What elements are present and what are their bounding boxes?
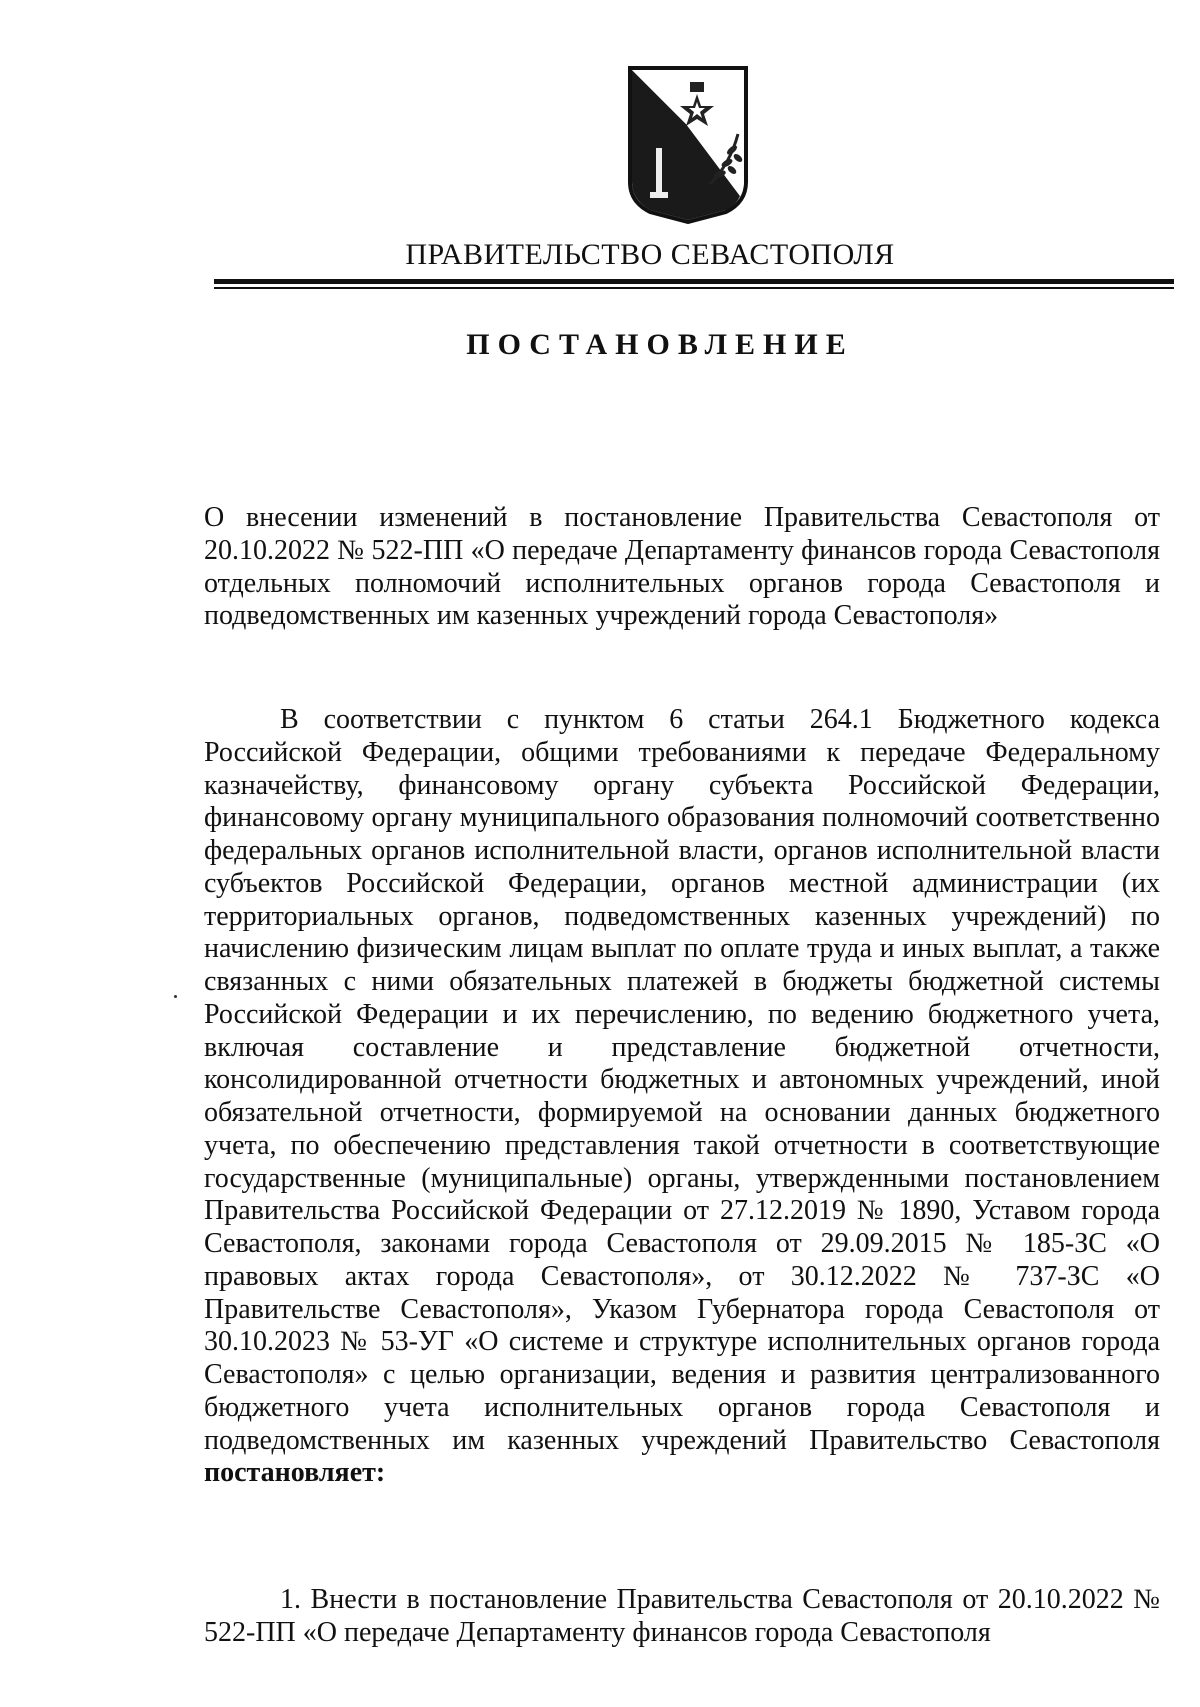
header-rule-thick: [214, 279, 1174, 284]
preamble-paragraph: [204, 704, 1160, 1490]
resolves-keyword: постановляет:: [204, 1457, 386, 1489]
document-type-title: ПОСТАНОВЛЕНИЕ: [466, 328, 854, 361]
organization-name: ПРАВИТЕЛЬСТВО СЕВАСТОПОЛЯ: [405, 238, 895, 271]
sevastopol-coat-of-arms-icon: [626, 64, 750, 224]
preamble-text: В соответствии с пунктом 6 статьи 264.1 Бюджетного кодекса Российской Федерации, общими требованиями к передаче Федеральному казначейству, финансовому органу субъекта Российской Федерации, финансовому органу муниципального образования полномочий соответственно федеральных органов исполнительной власти, органов исполнительной власти субъектов Российской Федерации, органов местной администрации (их территориальных органов, подведомственных казенных учреждений) по начислению физическим лицам выплат по оплате труда и иных выплат, а также связанных с ними обязательных платежей в бюджеты бюджетной системы Российской Федерации и их перечислению, по ведению бюджетного учета, включая составление и представление бюджетной отчетности, консолидированной отчетности бюджетных и автономных учреждений, иной обязательной отчетности, формируемой на основании данных бюджетного учета, по обеспечению представления такой отчетности в соответствующие государственные (муниципальные) органы, утвержденными постановлением Правительства Российской Федерации от 27.12.2019 № 1890, Уставом города Севастополя, законами города Севастополя от 29.09.2015 № 185-ЗС «О правовых актах города Севастополя», от 30.12.2022 № 737-ЗС «О Правительстве Севастополя», Указом Губернатора города Севастополя от 30.10.2023 № 53-УГ «О системе и структуре исполнительных органов города Севастополя» с целью организации, ведения и развития централизованного бюджетного учета исполнительных органов города Севастополя и подведомственных им казенных учреждений Правительство Севастополя: [204, 704, 1160, 1456]
header-rule-thin: [214, 287, 1174, 289]
point-1-paragraph: 1. Внести в постановление Правительства Севастополя от 20.10.2022 № 522-ПП «О передаче Департаменту финансов города Севастополя: [204, 1584, 1160, 1648]
document-subject: О внесении изменений в постановление Правительства Севастополя от 20.10.2022 № 522-ПП «О передаче Департаменту финансов города Севастополя отдельных полномочий исполнительных органов города Севастополя и подведомственных им казенных учреждений города Севастополя»: [204, 502, 1160, 632]
scan-speck: [174, 995, 177, 998]
